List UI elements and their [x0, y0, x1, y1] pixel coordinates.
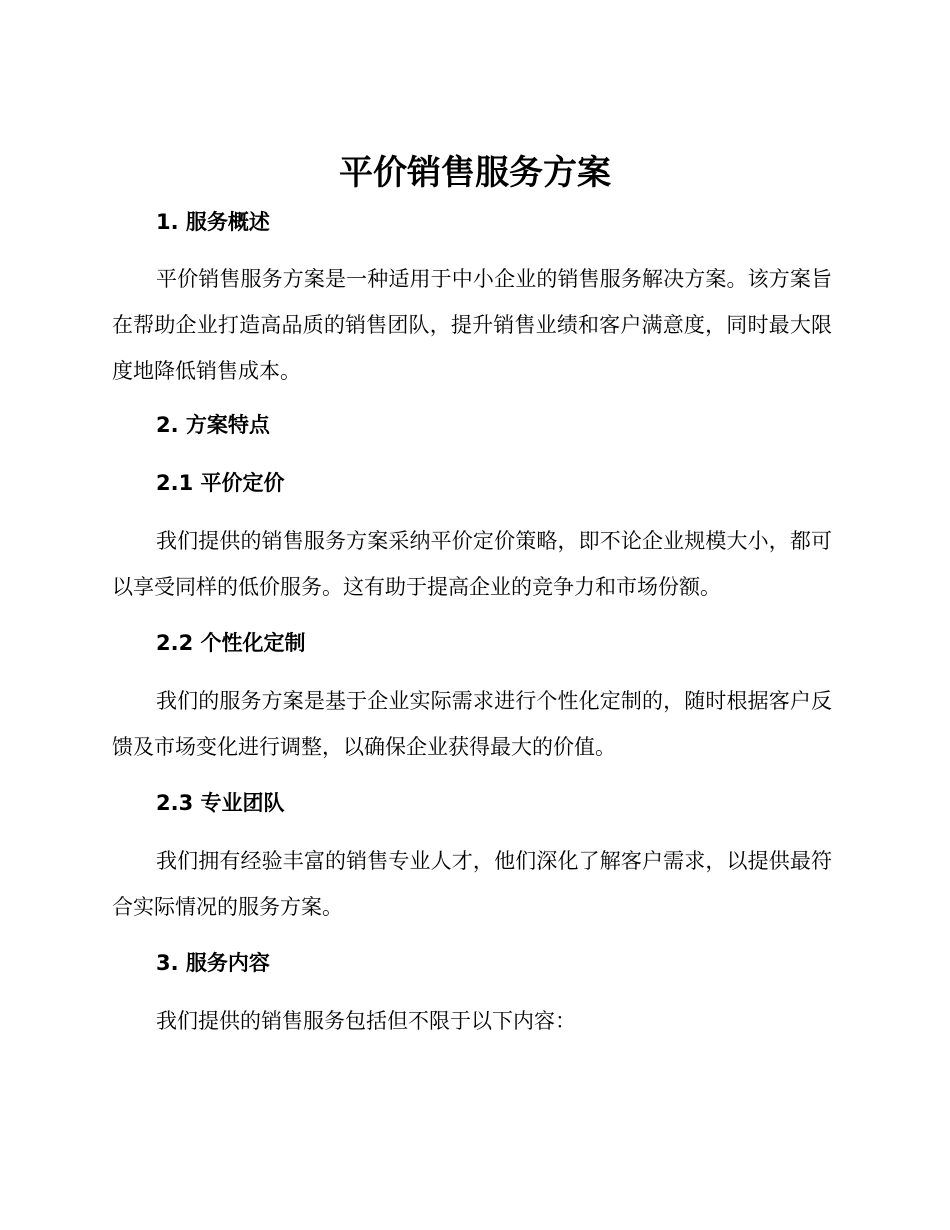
section-heading-features: 2. 方案特点 — [156, 413, 270, 437]
section-body-service-overview: 平价销售服务方案是一种适用于中小企业的销售服务解决方案。该方案旨在帮助企业打造高品质的销售团队，提升销售业绩和客户满意度，同时最大限度地降低销售成本。 — [112, 267, 832, 383]
section-body-service-content: 我们提供的销售服务包括但不限于以下内容： — [156, 1009, 576, 1033]
section-heading-customization: 2.2 个性化定制 — [156, 631, 306, 655]
section-body-customization: 我们的服务方案是基于企业实际需求进行个性化定制的，随时根据客户反馈及市场变化进行调整，以确保企业获得最大的价值。 — [112, 689, 832, 759]
section-heading-professional-team: 2.3 专业团队 — [156, 791, 285, 815]
section-body-affordable-pricing: 我们提供的销售服务方案采纳平价定价策略，即不论企业规模大小，都可以享受同样的低价服务。这有助于提高企业的竞争力和市场份额。 — [112, 529, 832, 599]
section-heading-affordable-pricing: 2.1 平价定价 — [156, 471, 285, 495]
section-body-professional-team: 我们拥有经验丰富的销售专业人才，他们深化了解客户需求，以提供最符合实际情况的服务方案。 — [112, 849, 832, 919]
document-title: 平价销售服务方案 — [339, 153, 611, 193]
section-heading-service-content: 3. 服务内容 — [156, 951, 270, 975]
section-heading-service-overview: 1. 服务概述 — [156, 210, 270, 234]
